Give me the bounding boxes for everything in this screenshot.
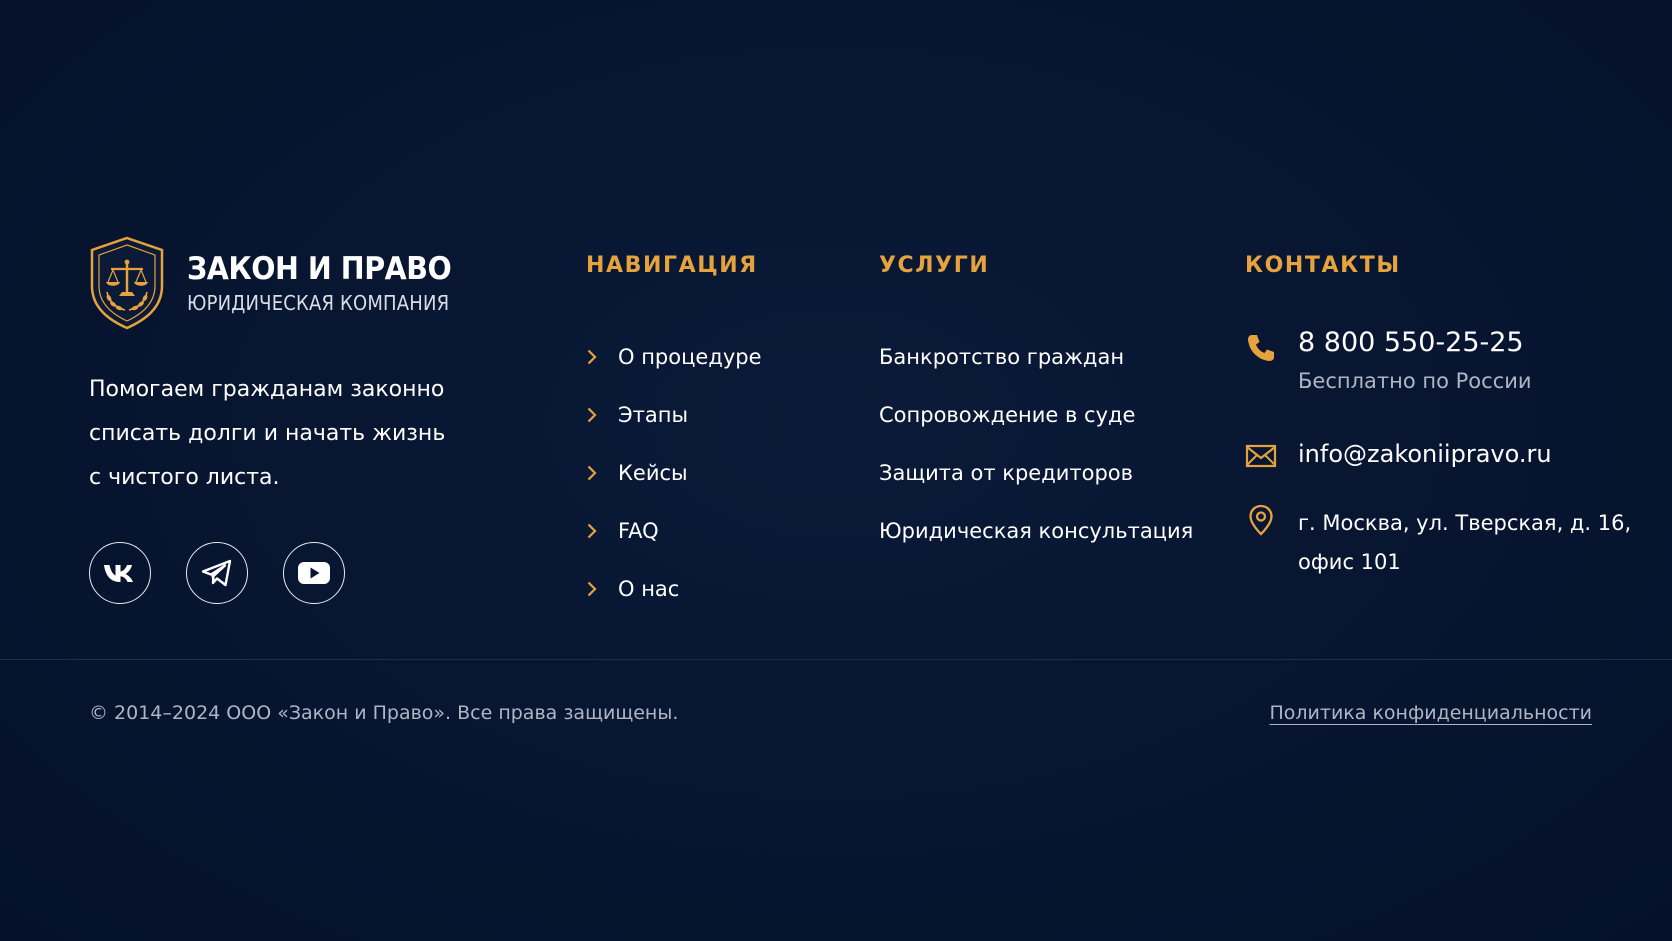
footer-divider [0, 659, 1672, 660]
address-contact [1245, 504, 1632, 582]
service-link[interactable]: Банкротство граждан [879, 345, 1125, 369]
tagline-line: с чистого листа. [89, 465, 280, 490]
mail-icon [1245, 440, 1277, 472]
nav-link[interactable]: О процедуре [618, 345, 762, 369]
service-link[interactable]: Юридическая консультация [879, 519, 1194, 543]
address-line: офис 101 [1298, 550, 1401, 574]
nav-item-stages[interactable] [586, 386, 762, 444]
chevron-right-icon [586, 581, 598, 597]
shield-scales-icon [89, 236, 165, 330]
nav-item-about[interactable] [586, 560, 762, 618]
chevron-right-icon [586, 407, 598, 423]
contacts-heading: КОНТАКТЫ [1245, 253, 1401, 278]
email-contact [1245, 438, 1552, 472]
chevron-right-icon [586, 523, 598, 539]
address-line: г. Москва, ул. Тверская, д. 16, [1298, 511, 1632, 535]
youtube-button[interactable] [283, 542, 345, 604]
nav-item-cases[interactable] [586, 444, 762, 502]
service-item[interactable] [879, 386, 1193, 444]
logo[interactable] [89, 236, 509, 330]
services-heading: УСЛУГИ [879, 253, 990, 278]
phone-note: Бесплатно по России [1298, 369, 1532, 393]
nav-link[interactable]: Этапы [618, 403, 689, 427]
nav-link[interactable]: О нас [618, 577, 680, 601]
youtube-icon [297, 561, 331, 585]
vk-icon [103, 563, 137, 583]
services-list [879, 328, 1193, 560]
brand-tagline [89, 368, 469, 500]
tagline-line: Помогаем гражданам законно [89, 377, 445, 402]
privacy-policy-link[interactable]: Политика конфиденциальности [1269, 702, 1592, 724]
vk-button[interactable] [89, 542, 151, 604]
email-link[interactable]: info@zakoniipravo.ru [1298, 440, 1552, 468]
telegram-button[interactable] [186, 542, 248, 604]
brand-subtitle: ЮРИДИЧЕСКАЯ КОМПАНИЯ [187, 290, 450, 315]
service-link[interactable]: Защита от кредиторов [879, 461, 1134, 485]
logo-text [187, 251, 478, 316]
service-item[interactable] [879, 444, 1193, 502]
chevron-right-icon [586, 349, 598, 365]
location-pin-icon [1245, 504, 1277, 536]
nav-item-procedure[interactable] [586, 328, 762, 386]
social-links [89, 542, 509, 604]
navigation-heading: НАВИГАЦИЯ [586, 253, 758, 278]
copyright-text: © 2014–2024 ООО «Закон и Право». Все права защищены. [89, 702, 679, 724]
chevron-right-icon [586, 465, 598, 481]
service-item[interactable] [879, 328, 1193, 386]
navigation-list [586, 328, 762, 618]
phone-icon [1245, 332, 1277, 364]
navigation-column [586, 252, 762, 601]
tagline-line: списать долги и начать жизнь [89, 421, 446, 446]
nav-link[interactable]: FAQ [618, 519, 659, 543]
phone-number[interactable]: 8 800 550-25-25 [1298, 327, 1524, 358]
brand-column [89, 236, 509, 604]
services-column [879, 252, 1194, 543]
service-item[interactable] [879, 502, 1193, 560]
nav-item-faq[interactable] [586, 502, 762, 560]
phone-contact [1245, 326, 1532, 396]
phone-text [1298, 326, 1532, 396]
service-link[interactable]: Сопровождение в суде [879, 403, 1136, 427]
address-text [1298, 504, 1632, 582]
contacts-column [1245, 252, 1632, 574]
nav-link[interactable]: Кейсы [618, 461, 688, 485]
brand-name: ЗАКОН И ПРАВО [187, 250, 452, 287]
telegram-icon [201, 559, 233, 587]
